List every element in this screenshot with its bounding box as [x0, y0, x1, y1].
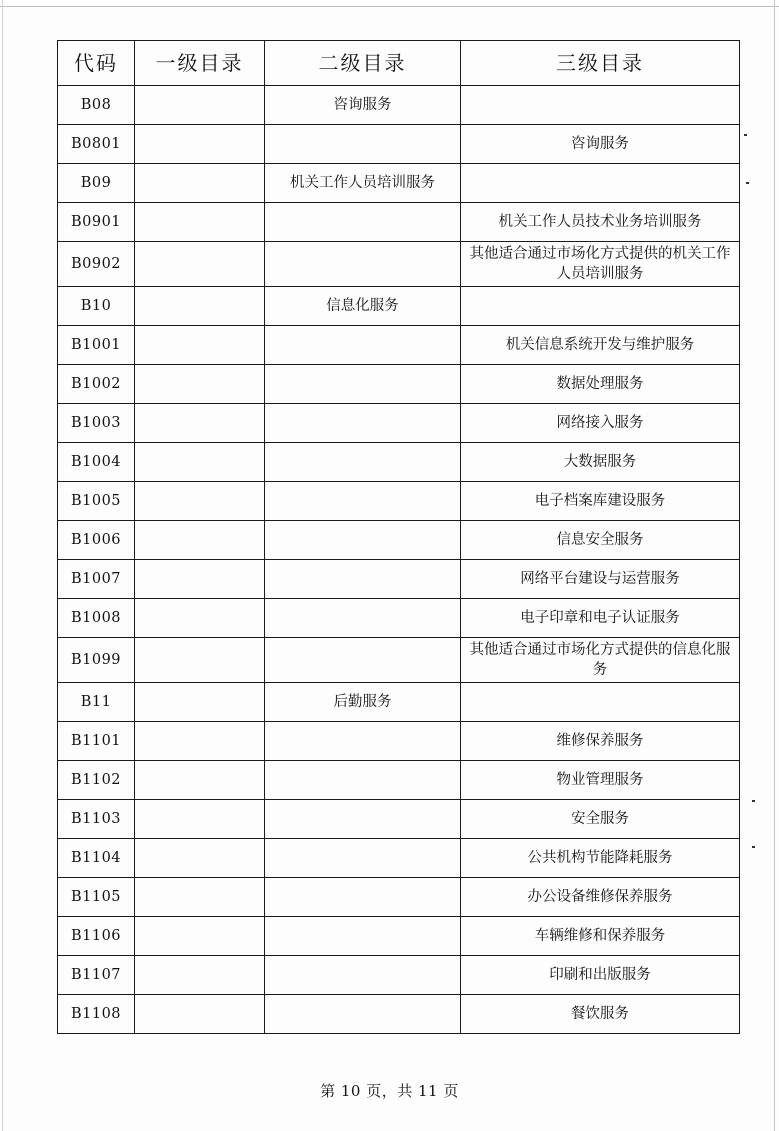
table-row: [58, 560, 740, 599]
table-row: [58, 761, 740, 800]
cell-code: B1102: [58, 761, 135, 800]
table-row: [58, 326, 740, 365]
cell-code: B09: [58, 164, 135, 203]
cell-level2: [265, 521, 461, 560]
cell-level1: [135, 365, 265, 404]
cell-level1: [135, 521, 265, 560]
cell-level2: 咨询服务: [265, 86, 461, 125]
cell-level2: [265, 443, 461, 482]
cell-level2: [265, 722, 461, 761]
table-row: [58, 287, 740, 326]
cell-level2: [265, 365, 461, 404]
cell-level2: [265, 242, 461, 287]
cell-code: B11: [58, 683, 135, 722]
scan-edge-top: [0, 0, 779, 7]
table-row: [58, 839, 740, 878]
cell-level2: [265, 956, 461, 995]
table-header-row: [58, 41, 740, 86]
cell-code: B0902: [58, 242, 135, 287]
table-row: [58, 995, 740, 1034]
cell-level2: [265, 800, 461, 839]
cell-code: B1007: [58, 560, 135, 599]
table-body: [58, 86, 740, 1034]
cell-level2: [265, 995, 461, 1034]
table-row: [58, 443, 740, 482]
cell-code: B1104: [58, 839, 135, 878]
cell-level3: 印刷和出版服务: [461, 956, 740, 995]
cell-level3: 信息安全服务: [461, 521, 740, 560]
cell-level1: [135, 242, 265, 287]
cell-code: B1106: [58, 917, 135, 956]
cell-code: B1101: [58, 722, 135, 761]
cell-level2: [265, 839, 461, 878]
cell-level3: 电子印章和电子认证服务: [461, 599, 740, 638]
cell-code: B1108: [58, 995, 135, 1034]
cell-level1: [135, 203, 265, 242]
cell-code: B1008: [58, 599, 135, 638]
table-row: [58, 683, 740, 722]
cell-level1: [135, 599, 265, 638]
header-level1: 一级目录: [135, 41, 265, 86]
table-row: [58, 917, 740, 956]
cell-code: B0801: [58, 125, 135, 164]
table-row: [58, 203, 740, 242]
cell-level1: [135, 839, 265, 878]
cell-level1: [135, 443, 265, 482]
cell-code: B1001: [58, 326, 135, 365]
cell-level3: 其他适合通过市场化方式提供的信息化服务: [461, 638, 740, 683]
cell-code: B08: [58, 86, 135, 125]
cell-level2: [265, 482, 461, 521]
cell-level2: [265, 599, 461, 638]
scan-edge-right: [774, 0, 775, 1131]
table-row: [58, 878, 740, 917]
cell-code: B1003: [58, 404, 135, 443]
cell-code: B1103: [58, 800, 135, 839]
cell-level1: [135, 482, 265, 521]
table-row: [58, 722, 740, 761]
cell-code: B1006: [58, 521, 135, 560]
cell-level2: [265, 560, 461, 599]
cell-code: B1105: [58, 878, 135, 917]
cell-level1: [135, 326, 265, 365]
cell-level2: 信息化服务: [265, 287, 461, 326]
cell-code: B1099: [58, 638, 135, 683]
cell-level1: [135, 86, 265, 125]
cell-level3: 安全服务: [461, 800, 740, 839]
cell-level3: 餐饮服务: [461, 995, 740, 1034]
cell-code: B1107: [58, 956, 135, 995]
cell-level1: [135, 722, 265, 761]
cell-level2: 后勤服务: [265, 683, 461, 722]
table-row: [58, 482, 740, 521]
cell-level2: [265, 638, 461, 683]
cell-level3: 机关信息系统开发与维护服务: [461, 326, 740, 365]
cell-level1: [135, 917, 265, 956]
cell-level1: [135, 878, 265, 917]
cell-level2: [265, 203, 461, 242]
cell-level3: 物业管理服务: [461, 761, 740, 800]
scan-speck: [744, 134, 747, 136]
scan-speck: [746, 182, 749, 184]
header-code: 代码: [58, 41, 135, 86]
cell-level1: [135, 287, 265, 326]
scan-speck: [752, 846, 755, 848]
table-row: [58, 800, 740, 839]
cell-level3: 车辆维修和保养服务: [461, 917, 740, 956]
cell-level3: 数据处理服务: [461, 365, 740, 404]
table-row: [58, 86, 740, 125]
cell-level3: [461, 287, 740, 326]
table-row: [58, 365, 740, 404]
cell-code: B10: [58, 287, 135, 326]
cell-level3: 办公设备维修保养服务: [461, 878, 740, 917]
cell-code: B1002: [58, 365, 135, 404]
cell-level2: [265, 761, 461, 800]
cell-code: B1004: [58, 443, 135, 482]
cell-level3: [461, 683, 740, 722]
table-row: [58, 521, 740, 560]
cell-level3: [461, 164, 740, 203]
cell-level1: [135, 164, 265, 203]
table-row: [58, 404, 740, 443]
header-level3: 三级目录: [461, 41, 740, 86]
table-row: [58, 242, 740, 287]
table-row: [58, 599, 740, 638]
cell-level2: [265, 125, 461, 164]
cell-level2: [265, 878, 461, 917]
cell-level2: [265, 404, 461, 443]
cell-level1: [135, 404, 265, 443]
cell-level1: [135, 125, 265, 164]
table-row: [58, 956, 740, 995]
cell-level2: 机关工作人员培训服务: [265, 164, 461, 203]
cell-level1: [135, 800, 265, 839]
cell-level3: 大数据服务: [461, 443, 740, 482]
cell-level3: 咨询服务: [461, 125, 740, 164]
cell-level3: [461, 86, 740, 125]
cell-code: B0901: [58, 203, 135, 242]
cell-level1: [135, 683, 265, 722]
cell-level1: [135, 560, 265, 599]
cell-level1: [135, 956, 265, 995]
cell-level3: 网络平台建设与运营服务: [461, 560, 740, 599]
cell-code: B1005: [58, 482, 135, 521]
cell-level3: 电子档案库建设服务: [461, 482, 740, 521]
cell-level2: [265, 326, 461, 365]
scan-edge-left: [2, 0, 3, 1131]
cell-level1: [135, 995, 265, 1034]
cell-level3: 维修保养服务: [461, 722, 740, 761]
service-catalog-table: [57, 40, 740, 1034]
table-row: [58, 125, 740, 164]
page-number: 第 10 页，共 11 页: [320, 1082, 459, 1100]
scan-speck: [752, 800, 755, 802]
cell-level2: [265, 917, 461, 956]
table-row: [58, 638, 740, 683]
header-level2: 二级目录: [265, 41, 461, 86]
cell-level1: [135, 761, 265, 800]
cell-level3: 其他适合通过市场化方式提供的机关工作人员培训服务: [461, 242, 740, 287]
cell-level3: 公共机构节能降耗服务: [461, 839, 740, 878]
cell-level3: 机关工作人员技术业务培训服务: [461, 203, 740, 242]
table-row: [58, 164, 740, 203]
cell-level3: 网络接入服务: [461, 404, 740, 443]
cell-level1: [135, 638, 265, 683]
